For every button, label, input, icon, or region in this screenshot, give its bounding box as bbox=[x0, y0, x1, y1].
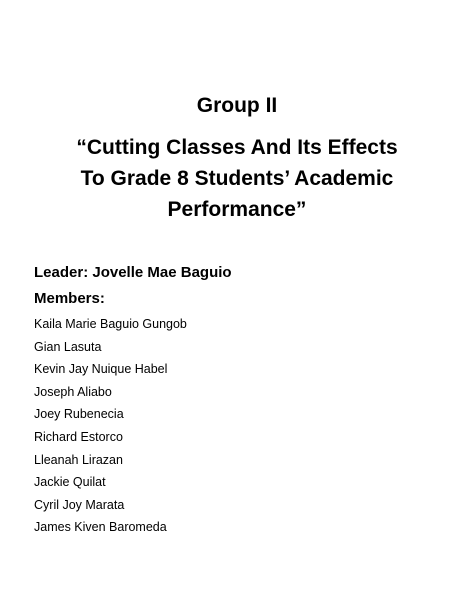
member-name: Kevin Jay Nuique Habel bbox=[34, 362, 168, 377]
research-title bbox=[0, 132, 474, 225]
group-title: Group II bbox=[196, 94, 278, 117]
members-list bbox=[34, 313, 187, 539]
member-name: Joey Rubenecia bbox=[34, 407, 124, 422]
group-leader: Leader: Jovelle Mae Baguio bbox=[34, 264, 232, 281]
member-name: Gian Lasuta bbox=[34, 339, 102, 354]
member-name: Cyril Joy Marata bbox=[34, 497, 125, 512]
members-heading: Members: bbox=[34, 290, 105, 307]
member-name: James Kiven Baromeda bbox=[34, 520, 167, 535]
member-name: Lleanah Lirazan bbox=[34, 452, 123, 467]
research-title-line: Performance” bbox=[167, 198, 307, 221]
member-name: Kaila Marie Baguio Gungob bbox=[34, 317, 187, 331]
research-title-line: To Grade 8 Students’ Academic bbox=[80, 167, 394, 190]
member-name: Richard Estorco bbox=[34, 429, 123, 444]
research-title-line: “Cutting Classes And Its Effects bbox=[76, 136, 398, 159]
member-name: Jackie Quilat bbox=[34, 475, 106, 490]
member-name: Joseph Aliabo bbox=[34, 384, 112, 399]
